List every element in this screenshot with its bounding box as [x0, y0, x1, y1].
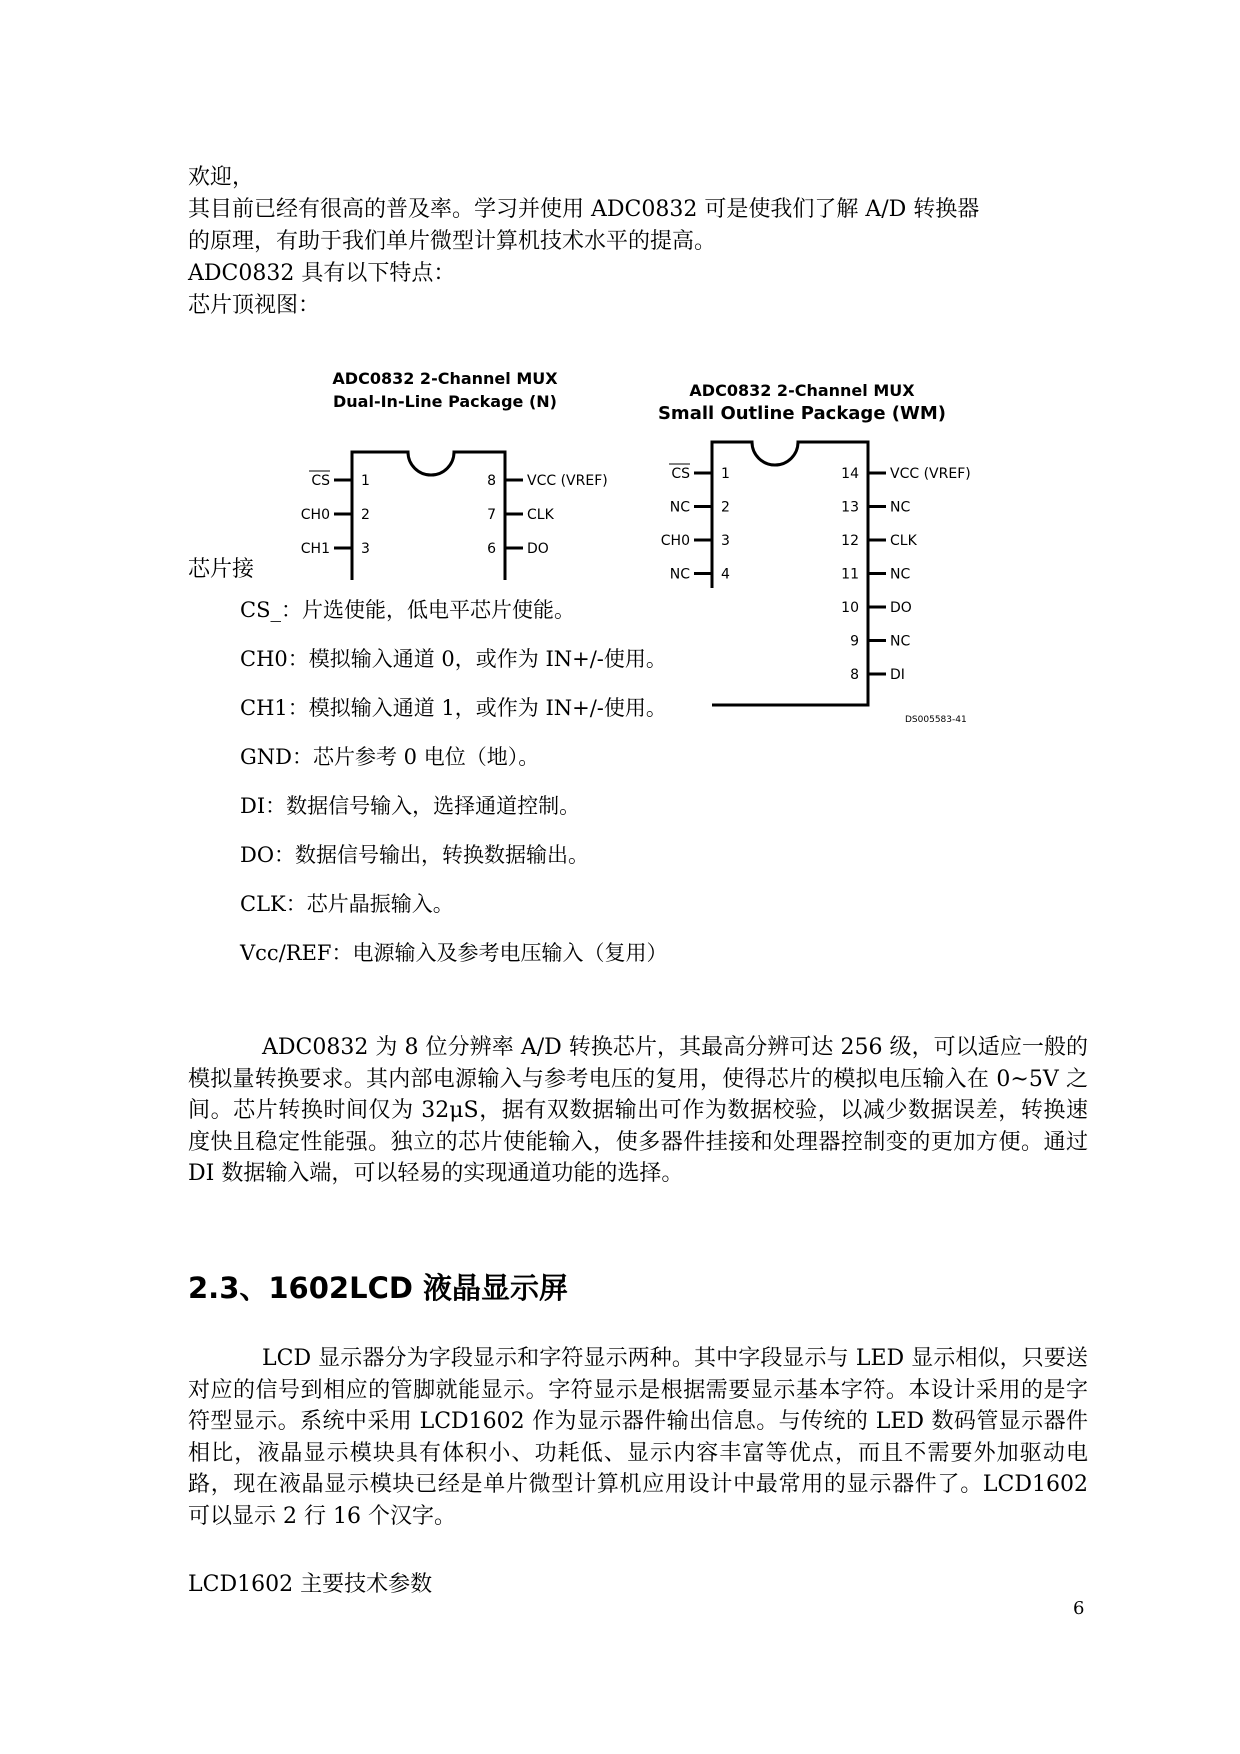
- pin-label: CLK: [527, 507, 554, 523]
- page-number: 6: [1073, 1598, 1085, 1619]
- pin-number: 9: [850, 633, 859, 650]
- section-heading: 2.3、1602LCD 液晶显示屏: [188, 1271, 569, 1305]
- pin-desc-ch1: CH1：模拟输入通道 1，或作为 IN+/-使用。: [240, 696, 667, 720]
- pin-number: 2: [721, 499, 730, 516]
- pin-number: 12: [841, 533, 859, 549]
- pin-label: VCC (VREF): [890, 466, 971, 482]
- pin-label: NC: [890, 566, 911, 583]
- pin-desc-di: DI：数据信号输入，选择通道控制。: [240, 794, 581, 818]
- pin-number: 13: [841, 499, 859, 516]
- intro-line-3: 的原理，有助于我们单片微型计算机技术水平的提高。: [188, 229, 717, 254]
- pin-number: 11: [841, 566, 859, 583]
- intro-line-5: 芯片顶视图：: [188, 293, 321, 318]
- pin-label: DO: [527, 541, 549, 557]
- paragraph-adc0832: ADC0832 为 8 位分辨率 A/D 转换芯片，其最高分辨可达 256 级，可以适应一般的模拟量转换要求。其内部电源输入与参考电压的复用，使得芯片的模拟电压输入在 0~5V 之间。芯片转换时间仅为 32μS，据有双数据输出可作为数据校验，以减少数据误差，转换速度快且稳定性能强。独立的芯片使能输入，使多器件挂接和处理器控制变的更加方便。通过 DI 数据输入端，可以轻易的实现通道功能的选择。: [188, 1035, 1088, 1186]
- pin-desc-vcc: Vcc/REF：电源输入及参考电压输入（复用）: [240, 941, 668, 965]
- pin-desc-cs: CS_：片选使能，低电平芯片使能。: [240, 598, 575, 622]
- pin-number: 8: [850, 667, 859, 683]
- so-package-diagram: [658, 381, 971, 725]
- pin-number: 8: [487, 473, 496, 489]
- dip-title-1: ADC0832 2-Channel MUX: [332, 369, 558, 388]
- so-title-1: ADC0832 2-Channel MUX: [689, 381, 915, 400]
- pin-label: CS: [311, 473, 330, 489]
- pin-label: NC: [669, 499, 690, 516]
- ds-code: DS005583-41: [905, 715, 967, 725]
- pin-number: 6: [487, 541, 496, 557]
- pin-label: DO: [890, 600, 912, 616]
- pin-label: CH1: [300, 541, 330, 557]
- pin-label: NC: [890, 499, 911, 516]
- pin-label: NC: [890, 633, 911, 650]
- pin-number: 14: [841, 466, 859, 482]
- so-right-pins: [841, 466, 971, 683]
- dip-left-pins: [301, 471, 370, 557]
- pin-number: 10: [841, 600, 859, 616]
- so-left-pins: [661, 464, 730, 583]
- pin-number: 3: [361, 541, 370, 557]
- pin-label: DI: [890, 667, 905, 683]
- pin-desc-clk: CLK：芯片晶振输入。: [240, 892, 454, 916]
- pin-number: 1: [721, 466, 730, 482]
- so-title-2: Small Outline Package (WM): [657, 403, 947, 424]
- pin-label: VCC (VREF): [527, 473, 608, 489]
- pin-desc-gnd: GND：芯片参考 0 电位（地）。: [240, 745, 540, 769]
- partial-pin-label: 芯片接: [188, 557, 255, 582]
- dip-package-diagram: [301, 369, 608, 580]
- intro-line-4: ADC0832 具有以下特点：: [188, 261, 456, 286]
- dip-body: [352, 452, 505, 580]
- pin-label: CH0: [660, 533, 690, 549]
- paragraph-lcd: LCD 显示器分为字段显示和字符显示两种。其中字段显示与 LED 显示相似，只要送对应的信号到相应的管脚就能显示。字符显示是根据需要显示基本字符。本设计采用的是字符型显示。系统中采用 LCD1602 作为显示器件输出信息。与传统的 LED 数码管显示器件相比，液晶显示模块具有体积小、功耗低、显示内容丰富等优点，而且不需要外加驱动电路，现在液晶显示模块已经是单片微型计算机应用设计中最常用的显示器件了。LCD1602 可以显示 2 行 16 个汉字。: [188, 1346, 1088, 1529]
- dip-title-2: Dual-In-Line Package (N): [333, 392, 557, 411]
- pin-desc-ch0: CH0：模拟输入通道 0，或作为 IN+/-使用。: [240, 647, 667, 671]
- pin-number: 7: [487, 507, 496, 523]
- pin-number: 1: [361, 473, 370, 489]
- pin-number: 4: [721, 566, 730, 583]
- pin-label: CLK: [890, 533, 917, 549]
- pin-label: CH0: [300, 507, 330, 523]
- intro-line-1: 欢迎，: [188, 165, 255, 190]
- pin-label: NC: [669, 566, 690, 583]
- pin-label: CS: [671, 466, 690, 482]
- pin-number: 2: [361, 507, 370, 523]
- last-line: LCD1602 主要技术参数: [188, 1572, 433, 1597]
- pin-number: 3: [721, 533, 730, 549]
- intro-line-2: 其目前已经有很高的普及率。学习并使用 ADC0832 可是使我们了解 A/D 转换器: [188, 197, 980, 222]
- pin-desc-do: DO：数据信号输出，转换数据输出。: [240, 843, 590, 867]
